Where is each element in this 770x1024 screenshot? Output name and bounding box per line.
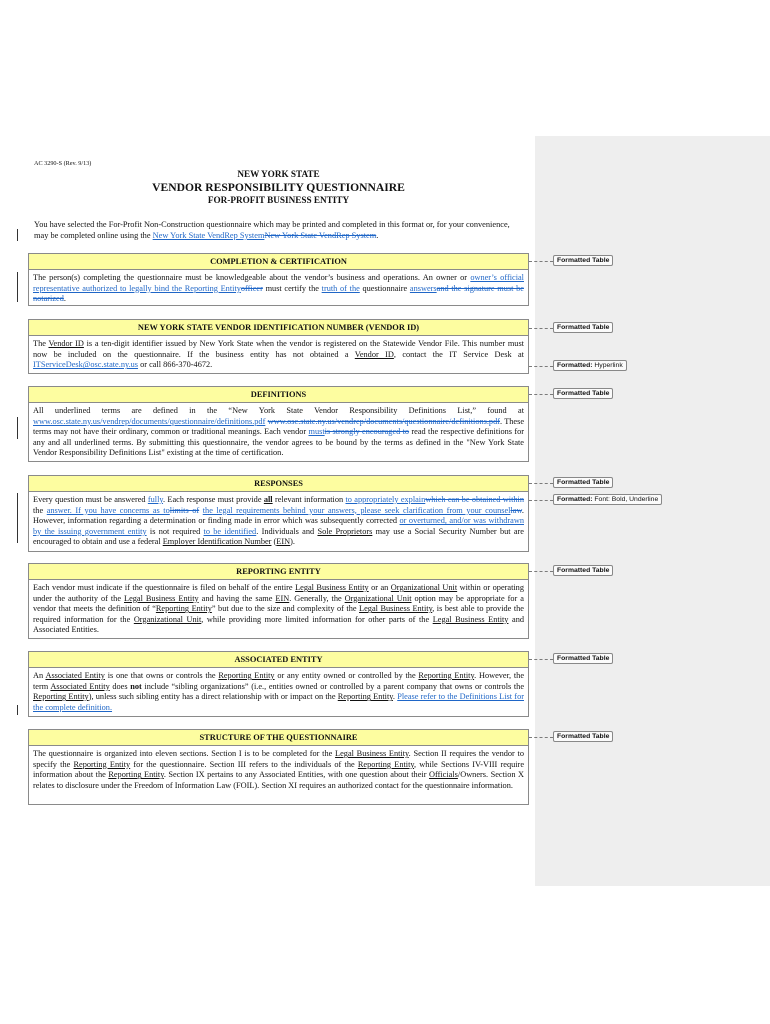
revision-bar [17, 705, 18, 715]
section-title: DEFINITIONS [29, 387, 528, 403]
comment-balloon[interactable]: Formatted Table [553, 565, 613, 576]
comment-balloon[interactable]: Formatted Table [553, 477, 613, 488]
comment-connector [529, 261, 553, 262]
form-id: AC 3290-S (Rev. 9/13) [34, 160, 92, 167]
section-title: ASSOCIATED ENTITY [29, 652, 528, 668]
section-title: STRUCTURE OF THE QUESTIONNAIRE [29, 730, 528, 746]
section-title: COMPLETION & CERTIFICATION [29, 254, 528, 270]
header-state: NEW YORK STATE [237, 169, 320, 179]
section-vendor-id [28, 319, 529, 374]
header-subtitle: FOR-PROFIT BUSINESS ENTITY [207, 195, 350, 205]
section-body: The questionnaire is organized into eleven sections. Section I is to be completed for the Legal Business Entity. Section II requires the vendor to specify the Reporting Entity for the questionnaire. Section III refers to the individuals of the Reporting Entity, while Sections IV-VIII require information about the Reporting Entity. Section IX pertains to any Associated Entities, with one question about their Officials/Owners. Section X relates to disclosure under the Freedom of Information Law (FOIL). Section XI requires an authorized contact for the questionnaire information. [33, 749, 525, 790]
comment-connector [529, 328, 553, 329]
comment-balloon[interactable]: Formatted Table [553, 731, 613, 742]
section-body: The person(s) completing the questionnaire must be knowledgeable about the vendor’s business and operations. An owner or owner’s official representative authorized to legally bind the Reporting Entityofficer must certify the truth of the questionnaire answersand the signature must be notarized. [33, 273, 524, 304]
revision-bar [17, 493, 18, 543]
section-body: The Vendor ID is a ten-digit identifier issued by New York State when the vendor is registered on the Statewide Vendor File. This number must now be included on the questionnaire. If the business entity has not obtained a Vendor ID, contact the IT Service Desk at ITServiceDesk@osc.state.ny.us or call 866-370-4672. [33, 339, 524, 370]
definitions-link-deleted[interactable]: www.osc.state.ny.us/vendrep/documents/questionnaire/definitions.pdf [267, 416, 500, 426]
section-body: All underlined terms are defined in the “New York State Vendor Responsibility Definitions List,” found at www.osc.state.ny.us/vendrep/documents/questionnaire/definitions.pdf www.osc.state.ny.us/vendrep/documents/questionnaire/definitions.pdf. These terms may not have their ordinary, common or traditional meanings. Each vendor mustis strongly encouraged to read the respective definitions for any and all underlined terms. By submitting this questionnaire, the vendor agrees to be bound by the terms as defined in the "New York State Vendor Responsibility Definitions List" existing at the time of certification. [33, 406, 525, 458]
section-responses [28, 475, 529, 552]
section-body: An Associated Entity is one that owns or controls the Reporting Entity or any entity owned or controlled by the Reporting Entity. However, the term Associated Entity does not include “sibling organizations” (i.e., entities owned or controlled by a parent company that owns or controls the Reporting Entity), unless such sibling entity has a direct relationship with or impact on the Reporting Entity. Please refer to the Definitions List for the complete definition. [33, 671, 525, 712]
vendrep-link-deleted[interactable]: New York State VendRep System [264, 231, 377, 240]
comment-connector [529, 500, 553, 501]
revision-bar [17, 417, 18, 439]
section-completion [28, 253, 529, 306]
section-title: RESPONSES [29, 476, 528, 492]
section-body: Each vendor must indicate if the questionnaire is filed on behalf of the entire Legal Business Entity or an Organizational Unit within or operating under the authority of the Legal Business Entity and having the same EIN. Generally, the Organizational Unit option may be appropriate for a vendor that meets the definition of “Reporting Entity” but due to the size and complexity of the Legal Business Entity, is best able to provide the required information for the Organizational Unit, while providing more limited information for other parts of the Legal Business Entity and Associated Entities. [33, 583, 524, 635]
section-body: Every question must be answered fully. Each response must provide all relevant information to appropriately explainwhich can be obtained within the answer. If you have concerns as tolimits of the legal requirements behind your answers, please seek clarification from your counsellaw. However, information regarding a determination or finding made in error which was subsequently corrected or overturned, and/or was withdrawn by the issuing government entity is not required to be identified. Individuals and Sole Proprietors may use a Social Security Number but are encouraged to obtain and use a federal Employer Identification Number (EIN). [33, 495, 524, 547]
section-associated-entity [28, 651, 529, 717]
section-reporting-entity [28, 563, 529, 639]
comment-balloon[interactable]: Formatted Table [553, 255, 613, 266]
comment-balloon[interactable]: Formatted: Hyperlink [553, 360, 627, 371]
revision-bar [17, 229, 18, 241]
intro-paragraph: You have selected the For-Profit Non-Construction questionnaire which may be printed and completed in this format or, for your convenience, may be completed online using the New York State VendRep SystemNew York State VendRep System. [34, 220, 510, 240]
service-desk-email-link[interactable]: ITServiceDesk@osc.state.ny.us [33, 360, 139, 370]
section-definitions [28, 386, 529, 462]
comment-pane [535, 136, 770, 886]
revision-bar [17, 272, 18, 302]
section-title: REPORTING ENTITY [29, 564, 528, 580]
comment-connector [529, 737, 553, 738]
comment-connector [529, 659, 553, 660]
comment-connector [529, 366, 553, 367]
section-structure [28, 729, 529, 805]
comment-balloon[interactable]: Formatted Table [553, 322, 613, 333]
vendrep-link[interactable]: New York State VendRep System [152, 231, 265, 240]
comment-connector [529, 483, 553, 484]
comment-balloon[interactable]: Formatted Table [553, 653, 613, 664]
comment-balloon[interactable]: Formatted: Font: Bold, Underline [553, 494, 662, 505]
definitions-link[interactable]: www.osc.state.ny.us/vendrep/documents/questionnaire/definitions.pdf [33, 416, 266, 426]
comment-balloon[interactable]: Formatted Table [553, 388, 613, 399]
header-title: VENDOR RESPONSIBILITY QUESTIONNAIRE [152, 181, 405, 194]
comment-connector [529, 571, 553, 572]
section-title: NEW YORK STATE VENDOR IDENTIFICATION NUMBER (VENDOR ID) [29, 320, 528, 336]
comment-connector [529, 394, 553, 395]
